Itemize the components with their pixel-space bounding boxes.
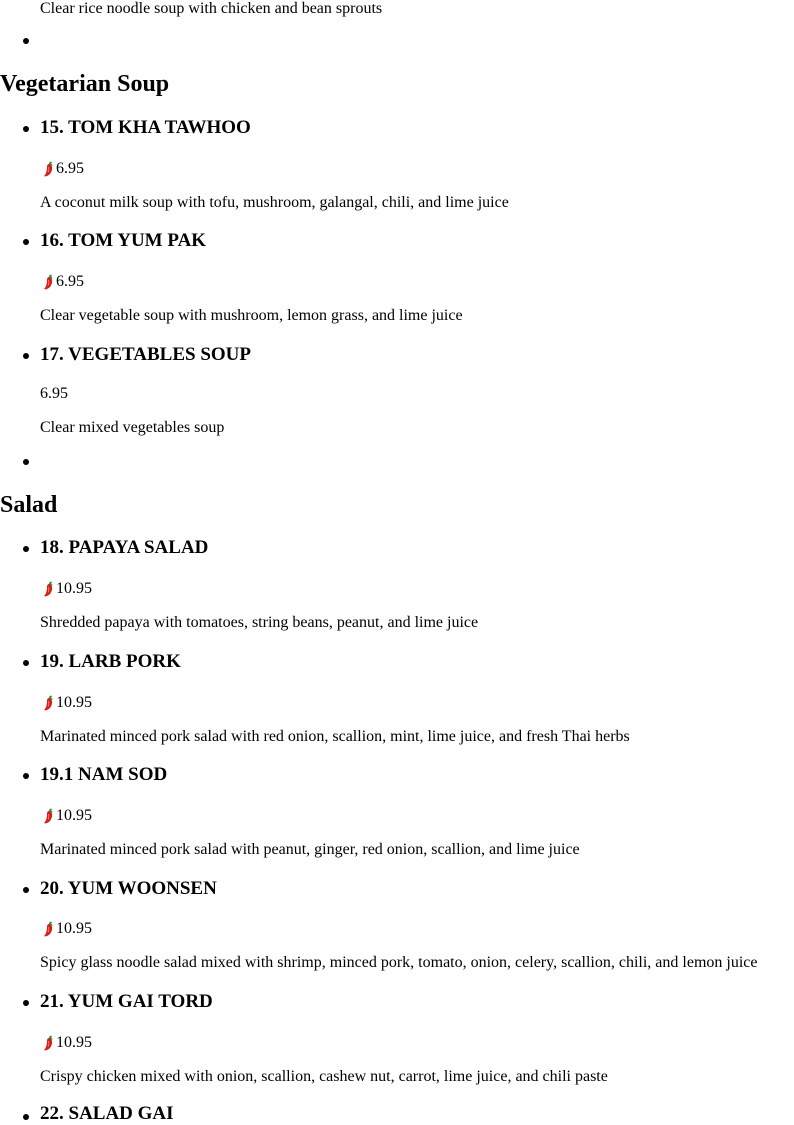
section-title: Salad bbox=[0, 492, 58, 518]
menu-item-price bbox=[40, 694, 92, 712]
list-bullet bbox=[23, 38, 29, 44]
menu-item-price bbox=[40, 807, 92, 825]
price-value: 6.95 bbox=[56, 273, 84, 290]
price-value: 6.95 bbox=[40, 385, 68, 402]
menu-item-name: 15. TOM KHA TAWHOO bbox=[40, 117, 251, 138]
price-value: 10.95 bbox=[56, 807, 92, 824]
menu-item-name: 19.1 NAM SOD bbox=[40, 764, 168, 785]
item-description: A coconut milk soup with tofu, mushroom, galangal, chili, and lime juice bbox=[40, 194, 509, 211]
menu-item-price bbox=[40, 273, 84, 291]
menu-item-name: 20. YUM WOONSEN bbox=[40, 878, 217, 899]
list-bullet bbox=[23, 239, 29, 245]
menu-item-name: 19. LARB PORK bbox=[40, 651, 181, 672]
chili-pepper-icon bbox=[40, 921, 56, 937]
list-bullet bbox=[23, 1114, 29, 1120]
chili-pepper-icon bbox=[40, 1035, 56, 1051]
chili-pepper-icon bbox=[40, 808, 56, 824]
item-description: Spicy glass noodle salad mixed with shrimp, minced pork, tomato, onion, celery, scallion, chili, and lemon juice bbox=[40, 954, 758, 971]
chili-pepper-icon bbox=[40, 695, 56, 711]
item-description: Clear vegetable soup with mushroom, lemon grass, and lime juice bbox=[40, 307, 463, 324]
list-bullet bbox=[23, 546, 29, 552]
price-value: 10.95 bbox=[56, 1034, 92, 1051]
chili-pepper-icon bbox=[40, 581, 56, 597]
chili-pepper-icon bbox=[40, 274, 56, 290]
menu-item-price bbox=[40, 1034, 92, 1052]
list-bullet bbox=[23, 459, 29, 465]
price-value: 10.95 bbox=[56, 580, 92, 597]
price-value: 10.95 bbox=[56, 694, 92, 711]
list-bullet bbox=[23, 1000, 29, 1006]
list-bullet bbox=[23, 773, 29, 779]
menu-item-name: 22. SALAD GAI bbox=[40, 1103, 174, 1124]
section-title: Vegetarian Soup bbox=[0, 71, 170, 97]
list-bullet bbox=[23, 660, 29, 666]
menu-item-name: 17. VEGETABLES SOUP bbox=[40, 344, 251, 365]
item-description: Clear mixed vegetables soup bbox=[40, 419, 225, 436]
list-bullet bbox=[23, 887, 29, 893]
menu-item-name: 16. TOM YUM PAK bbox=[40, 230, 207, 251]
menu-item-price bbox=[40, 385, 68, 403]
price-value: 6.95 bbox=[56, 160, 84, 177]
list-bullet bbox=[23, 353, 29, 359]
menu-item-name: 21. YUM GAI TORD bbox=[40, 991, 213, 1012]
item-description: Shredded papaya with tomatoes, string beans, peanut, and lime juice bbox=[40, 614, 479, 631]
list-bullet bbox=[23, 126, 29, 132]
item-description: Marinated minced pork salad with red onion, scallion, mint, lime juice, and fresh Thai herbs bbox=[40, 728, 630, 745]
menu-item-name: 18. PAPAYA SALAD bbox=[40, 537, 209, 558]
menu-item-price bbox=[40, 920, 92, 938]
item-description: Marinated minced pork salad with peanut, ginger, red onion, scallion, and lime juice bbox=[40, 841, 580, 858]
chili-pepper-icon bbox=[40, 161, 56, 177]
menu-item-price bbox=[40, 160, 84, 178]
item-description: Clear rice noodle soup with chicken and bean sprouts bbox=[40, 0, 383, 17]
price-value: 10.95 bbox=[56, 920, 92, 937]
menu-item-price bbox=[40, 580, 92, 598]
item-description: Crispy chicken mixed with onion, scallion, cashew nut, carrot, lime juice, and chili paste bbox=[40, 1068, 608, 1085]
